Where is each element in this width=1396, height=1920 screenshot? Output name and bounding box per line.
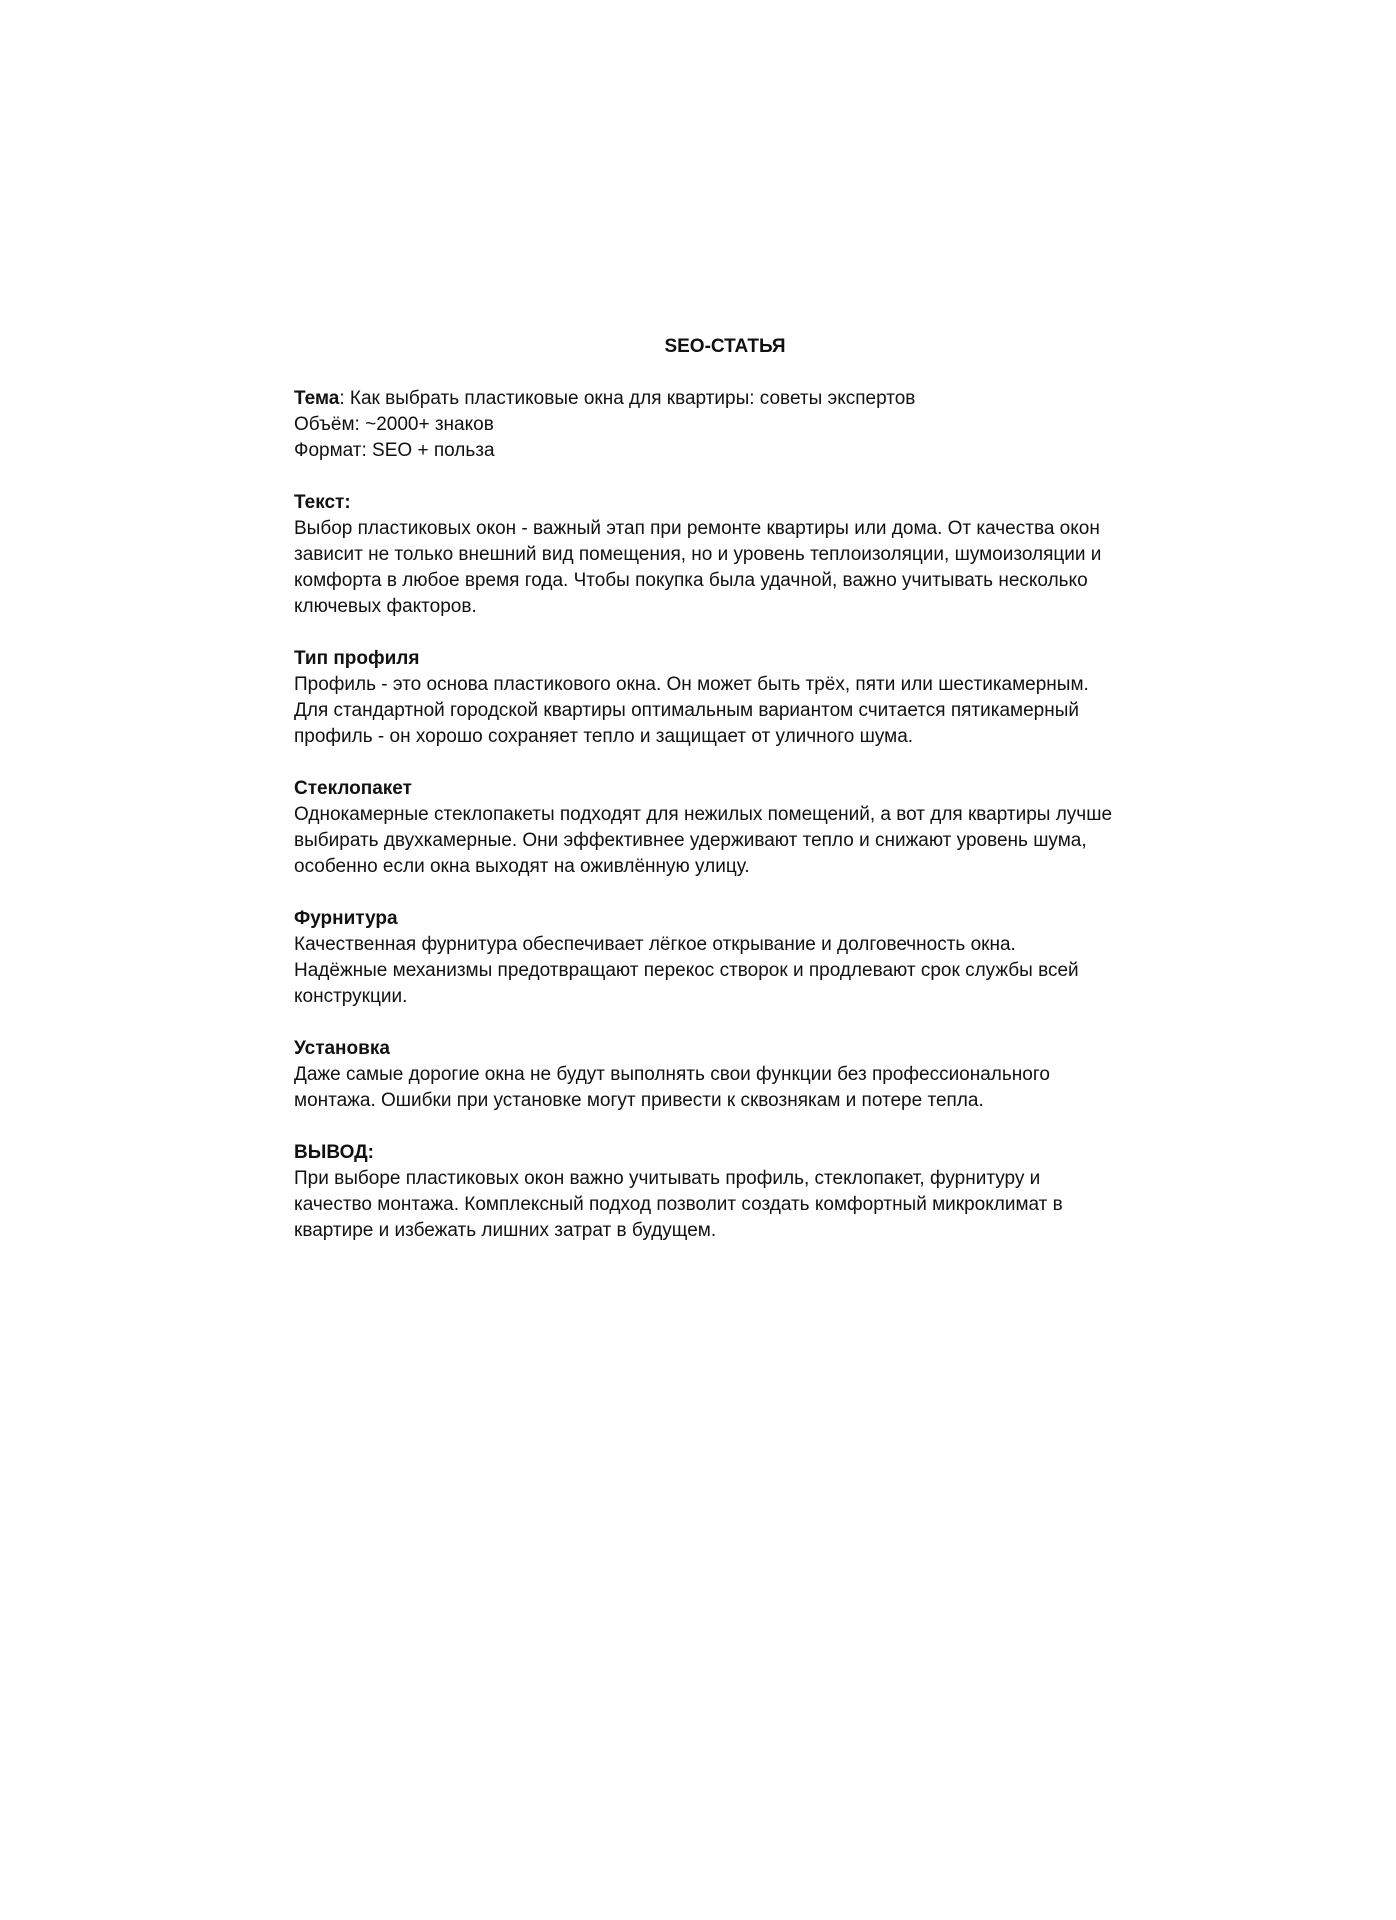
section-heading: Тип профиля	[294, 648, 420, 669]
meta-topic-line	[294, 386, 1114, 412]
section-heading: Установка	[294, 1038, 390, 1059]
section-text	[294, 490, 1114, 620]
section-installation	[294, 1036, 1114, 1114]
section-paragraph: Однокамерные стеклопакеты подходят для нежилых помещений, а вот для квартиры лучше выбирать двухкамерные. Они эффективнее удерживают тепло и снижают уровень шума, особенно если окна выходят на оживлённую улицу.	[294, 804, 1113, 877]
section-paragraph: При выборе пластиковых окон важно учитывать профиль, стеклопакет, фурнитуру и качество монтажа. Комплексный подход позволит создать комфортный микроклимат в квартире и избежать лишних затрат в будущем.	[294, 1168, 1063, 1241]
meta-format: Формат: SEO + польза	[294, 440, 495, 461]
meta-volume: Объём: ~2000+ знаков	[294, 414, 494, 435]
meta-topic-label: Тема	[294, 388, 340, 409]
document-title: SEO-СТАТЬЯ	[664, 336, 786, 357]
section-paragraph: Качественная фурнитура обеспечивает лёгкое открывание и долговечность окна. Надёжные механизмы предотвращают перекос створок и продлевают срок службы всей конструкции.	[294, 934, 1079, 1007]
section-heading: Текст:	[294, 492, 351, 513]
section-paragraph: Профиль - это основа пластикового окна. Он может быть трёх, пяти или шестикамерным. Для стандартной городской квартиры оптимальным вариантом считается пятикамерный профиль - он хорошо сохраняет тепло и защищает от уличного шума.	[294, 674, 1089, 747]
section-hardware	[294, 906, 1114, 1010]
section-paragraph: Выбор пластиковых окон - важный этап при ремонте квартиры или дома. От качества окон зависит не только внешний вид помещения, но и уровень теплоизоляции, шумоизоляции и комфорта в любое время года. Чтобы покупка была удачной, важно учитывать несколько ключевых факторов.	[294, 518, 1102, 617]
meta-topic-value: : Как выбрать пластиковые окна для квартиры: советы экспертов	[339, 388, 916, 409]
document-meta	[294, 386, 1114, 464]
section-profile-type	[294, 646, 1114, 750]
section-heading: Фурнитура	[294, 908, 398, 929]
section-glazing	[294, 776, 1114, 880]
section-heading: Стеклопакет	[294, 778, 412, 799]
section-heading: ВЫВОД:	[294, 1142, 374, 1163]
section-paragraph: Даже самые дорогие окна не будут выполнять свои функции без профессионального монтажа. Ошибки при установке могут привести к сквознякам и потере тепла.	[294, 1064, 1050, 1111]
section-conclusion	[294, 1140, 1114, 1244]
document-body	[294, 334, 1114, 1270]
